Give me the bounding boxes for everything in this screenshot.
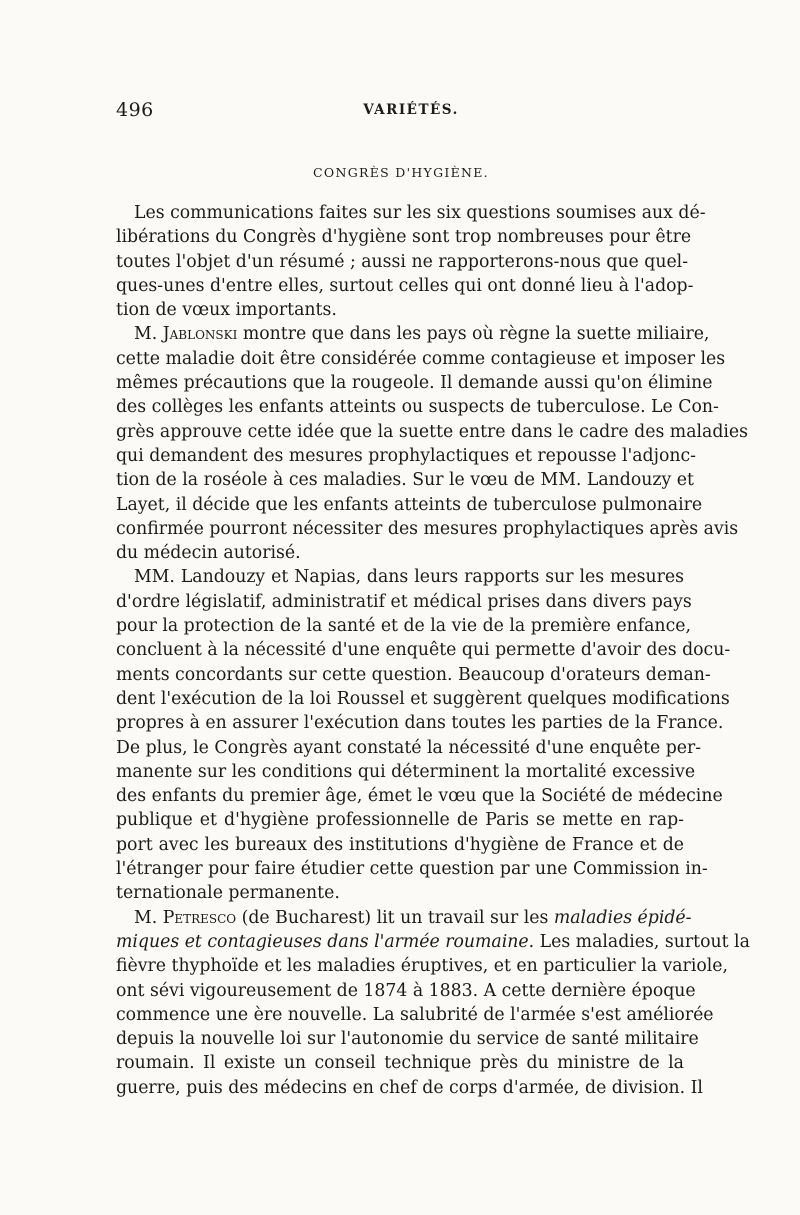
page-header — [116, 99, 686, 127]
text-line: guerre, puis des médecins en chef de corps d'armée, de division. Il — [116, 1077, 703, 1098]
text-line: manente sur les conditions qui déterminent la mortalité excessive — [116, 761, 696, 782]
text-line: l'étranger pour faire étudier cette question par une Commission in- — [116, 859, 708, 880]
author-name: Jablonski — [162, 324, 238, 345]
text-line: commence une ère nouvelle. La salubrité de l'armée s'est améliorée — [116, 1004, 714, 1025]
text-line: fièvre thyphoïde et les maladies éruptives, et en particulier la variole, — [116, 956, 728, 977]
text-line: De plus, le Congrès ayant constaté la nécessité d'une enquête per- — [116, 737, 702, 758]
paragraph — [116, 201, 706, 322]
text-line: des enfants du premier âge, émet le vœu que la Société de médecine — [116, 786, 723, 807]
section-title: CONGRÈS D'HYGIÈNE. — [313, 165, 489, 180]
text-line: ternationale permanente. — [116, 883, 340, 904]
text-line: propres à en assurer l'exécution dans toutes les parties de la France. — [116, 713, 724, 734]
text-line: publique et d'hygiène professionnelle de Paris se mette en rap- — [116, 810, 684, 831]
paragraph — [116, 906, 750, 1100]
paragraph — [116, 322, 749, 565]
text-line: toutes l'objet d'un résumé ; aussi ne rapporterons-nous que quel- — [116, 251, 689, 272]
text-line: port avec les bureaux des institutions d'hygiène de France et de — [116, 834, 684, 855]
running-head: VARIÉTÉS. — [363, 102, 459, 118]
text-line: MM. Landouzy et Napias, dans leurs rapports sur les mesures — [134, 567, 684, 588]
text-line: tion de la roséole à ces maladies. Sur le vœu de MM. Landouzy et — [116, 470, 694, 491]
text-line: ont sévi vigoureusement de 1874 à 1883. A cette dernière époque — [116, 980, 696, 1001]
text-line: depuis la nouvelle loi sur l'autonomie du service de santé militaire — [116, 1029, 699, 1050]
text-line: des collèges les enfants atteints ou suspects de tuberculose. Le Con- — [116, 397, 719, 418]
text-line: Layet, il décide que les enfants atteints de tuberculose pulmonaire — [116, 494, 703, 515]
text-line: Les communications faites sur les six questions soumises aux dé- — [134, 203, 706, 223]
text-line: qui demandent des mesures prophylactiques et repousse l'adjonc- — [116, 445, 696, 466]
text-line: ments concordants sur cette question. Beaucoup d'orateurs deman- — [116, 664, 711, 685]
text-run: M. — [134, 324, 163, 345]
text-run: (de Bucharest) lit un travail sur les — [236, 907, 554, 928]
text-line: roumain. Il existe un conseil technique près du ministre de la — [116, 1053, 684, 1074]
article-body — [116, 201, 750, 1100]
text-line: tion de vœux importants. — [116, 300, 337, 321]
text-line: mêmes précautions que la rougeole. Il demande aussi qu'on élimine — [116, 373, 713, 394]
author-name: Petresco — [162, 907, 237, 928]
text-line — [116, 322, 710, 346]
text-run: M. — [134, 907, 163, 928]
page-number: 496 — [116, 99, 154, 121]
italic-title: maladies épidé- — [553, 907, 692, 928]
text-line: confirmée pourront nécessiter des mesures prophylactiques après avis — [116, 518, 739, 539]
italic-title: miques et contagieuses dans l'armée roumaine. — [116, 931, 535, 952]
paragraph — [116, 565, 731, 905]
text-line: concluent à la nécessité d'une enquête qui permette d'avoir des docu- — [116, 640, 731, 661]
text-line: libérations du Congrès d'hygiène sont trop nombreuses pour être — [116, 227, 692, 248]
text-line: du médecin autorisé. — [116, 543, 301, 564]
text-line: cette maladie doit être considérée comme contagieuse et imposer les — [116, 348, 726, 369]
text-line: dent l'exécution de la loi Roussel et suggèrent quelques modifications — [116, 688, 730, 709]
text-line: pour la protection de la santé et de la vie de la première enfance, — [116, 616, 691, 637]
text-line — [116, 906, 692, 930]
text-line — [116, 930, 750, 954]
text-run: Les maladies, surtout la — [534, 931, 750, 952]
text-line: grès approuve cette idée que la suette entre dans le cadre des maladies — [116, 421, 749, 442]
text-run: montre que dans les pays où règne la suette miliaire, — [237, 324, 710, 345]
text-line: ques-unes d'entre elles, surtout celles qui ont donné lieu à l'adop- — [116, 275, 694, 296]
text-line: d'ordre législatif, administratif et médical prises dans divers pays — [116, 591, 692, 612]
